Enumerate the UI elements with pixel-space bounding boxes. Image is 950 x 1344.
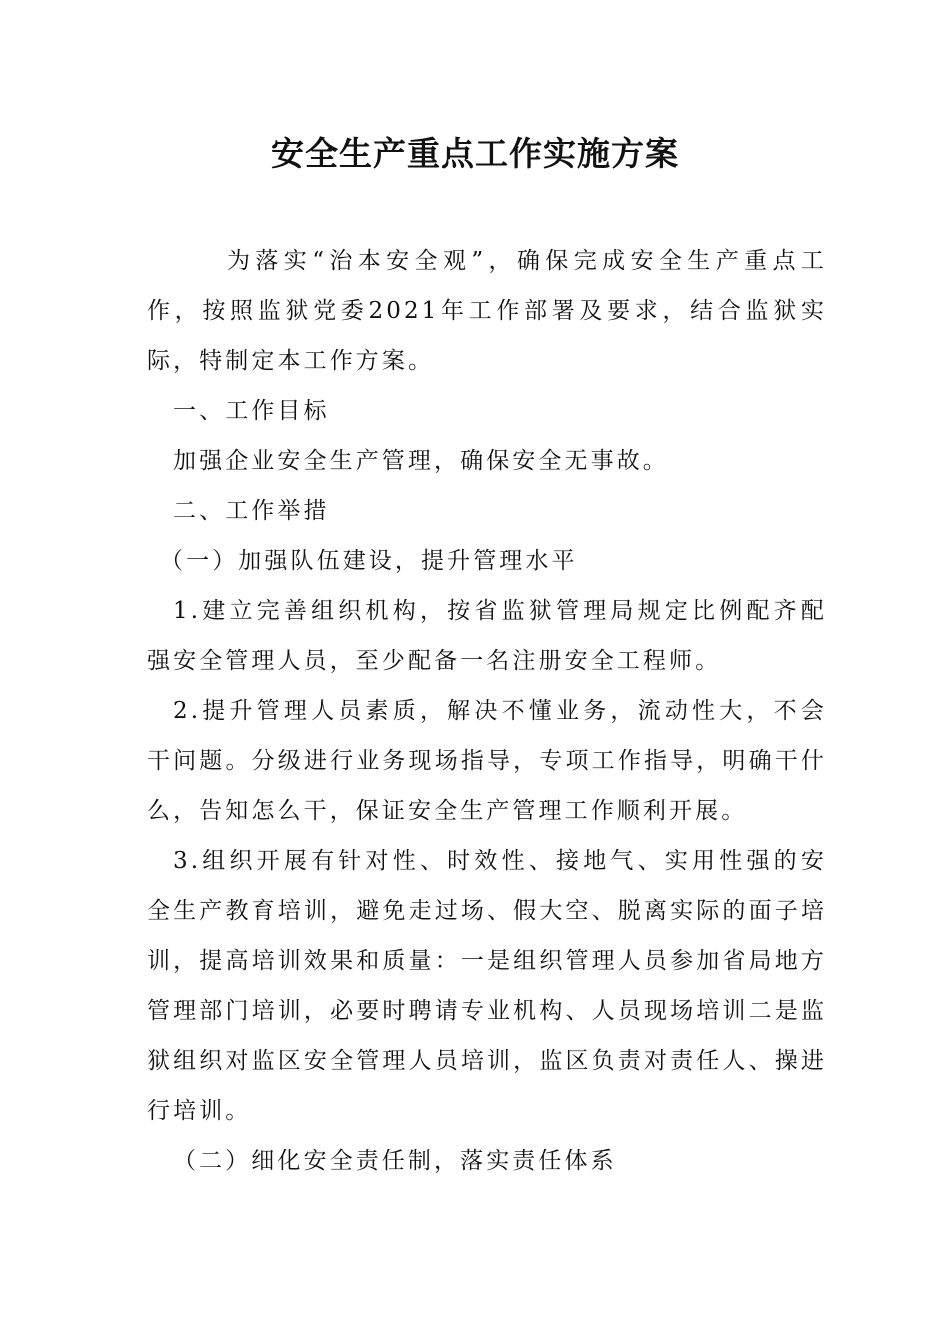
subsection-heading-team: （一）加强队伍建设，提升管理水平 [160,548,578,574]
measure-item-1: 1.建立完善组织机构，按省监狱管理局规定比例配齐配强安全管理人员，至少配备一名注册安全工程师。 [147,598,827,674]
goals-paragraph: 加强企业安全生产管理，确保安全无事故。 [173,448,669,474]
section-heading-goals: 一、工作目标 [173,398,330,424]
intro-paragraph: 为落实“治本安全观”，确保完成安全生产重点工作，按照监狱党委2021年工作部署及要求，结合监狱实际，特制定本工作方案。 [147,248,827,374]
subsection-heading-responsibility: （二）细化安全责任制，落实责任体系 [173,1148,617,1174]
measure-item-3: 3.组织开展有针对性、时效性、接地气、实用性强的安全生产教育培训，避免走过场、假大空、脱离实际的面子培训，提高培训效果和质量：一是组织管理人员参加省局地方管理部门培训，必要时聘请专业机构、人员现场培训二是监狱组织对监区安全管理人员培训，监区负责对责任人、操进行培训。 [147,848,827,1124]
section-heading-measures: 二、工作举措 [173,498,330,524]
document-title: 安全生产重点工作实施方案 [271,134,679,173]
measure-item-2: 2.提升管理人员素质，解决不懂业务，流动性大，不会干问题。分级进行业务现场指导，专项工作指导，明确干什么，告知怎么干，保证安全生产管理工作顺利开展。 [147,698,827,824]
document-body [147,236,827,1186]
